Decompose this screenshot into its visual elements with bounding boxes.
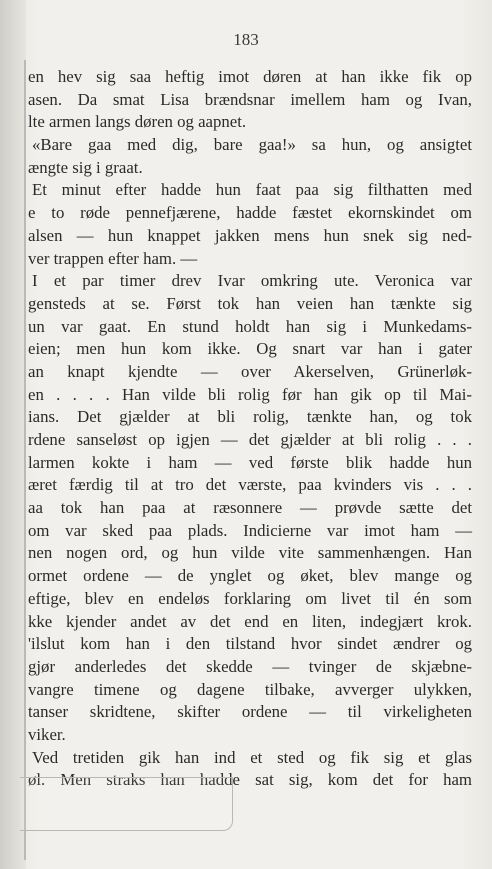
text-line: eien; men hun kom ikke. Og snart var han i gater [28,339,472,359]
text-line: ver trappen efter ham. — [28,248,198,268]
text-line: Et minut efter hadde hun faat paa sig filthatten med [32,180,472,200]
binding-edge [24,60,26,860]
text-line: en . . . . Han vilde bli rolig før han gik op til Mai- [28,384,472,404]
page-number: 183 [233,30,259,49]
text-line: gjør anderledes det skedde — tvinger de skjæbne- [28,656,472,676]
body-text [28,66,472,792]
text-line: eftige, blev en endeløs forklaring om livet til én som [28,588,472,608]
text-line: om var sked paa plads. Indicierne var imot ham — [28,520,472,540]
text-line: tanser skridtene, skifter ordene — til virkeligheten [28,702,472,722]
text-line: øl. Men straks han hadde sat sig, kom det for ham [28,770,472,790]
text-line: lte armen langs døren og aapnet. [28,112,247,132]
text-line: ians. Det gjælder at bli rolig, tænkte han, og tok [28,407,472,427]
text-line: æret færdig til at tro det værste, paa kvinders vis . . . [28,475,472,495]
text-line: ængte sig i graat. [28,157,143,177]
text-line: un var gaat. En stund holdt han sig i Munkedams- [28,316,472,336]
text-line: nen nogen ord, og hun vilde vite sammenhængen. Han [28,543,472,563]
page-gutter [0,0,26,869]
text-line: an knapt kjendte — over Akerselven, Grünerløk- [28,361,472,381]
text-line: kke kjender andet av det end en liten, indegjært krok. [28,611,472,631]
text-line: larmen kokte i ham — ved første blik hadde hun [28,452,472,472]
text-line: en hev sig saa heftig imot døren at han ikke fik op [28,67,472,86]
text-line: aa tok han paa at ræsonnere — prøvde sætte det [28,498,472,518]
text-line: I et par timer drev Ivar omkring ute. Veronica var [32,271,472,291]
text-line: vangre timene og dagene tilbake, avverger ulykken, [28,679,472,699]
text-line: Ved tretiden gik han ind et sted og fik sig et glas [32,747,472,767]
text-line: viker. [28,724,66,744]
text-line: rdene sanseløst op igjen — det gjælder at bli rolig . . . [28,430,472,449]
library-label-outline [20,777,233,831]
text-line: alsen — hun knappet jakken mens hun snek sig ned- [28,225,472,245]
text-line: gensteds at se. Først tok han veien han tænkte sig [28,293,472,313]
text-line: asen. Da smat Lisa brændsnar imellem ham og Ivan, [28,89,472,109]
text-line: e to røde pennefjærene, hadde fæstet ekornskindet om [28,203,472,223]
text-line: 'ilslut kom han i den tilstand hvor sindet ændrer og [28,634,472,654]
text-line: «Bare gaa med dig, bare gaa!» sa hun, og ansigtet [32,135,472,155]
text-line: ormet ordene — de ynglet og øket, blev mange og [28,566,472,586]
